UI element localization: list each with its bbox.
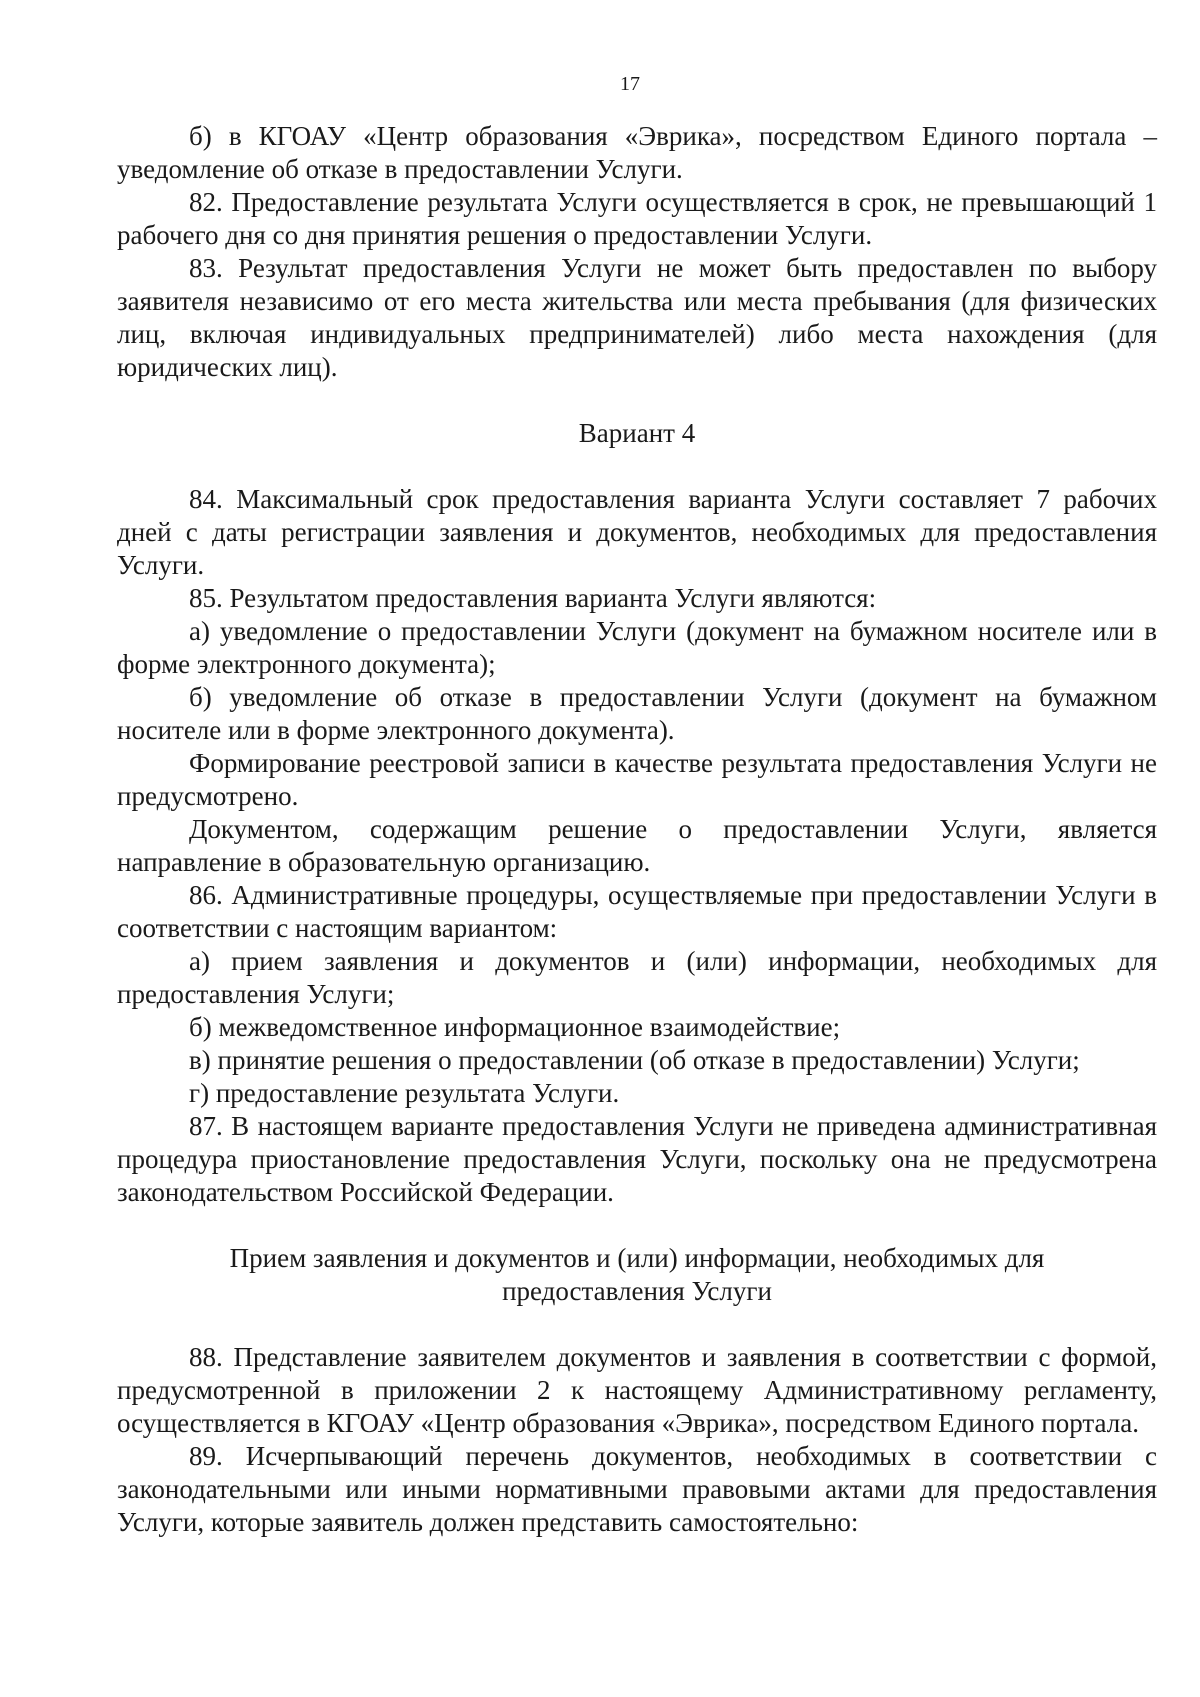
paragraph-86-a: а) прием заявления и документов и (или) информации, необходимых для предоставления Услуги; — [117, 946, 1157, 1009]
spacer — [117, 1308, 1157, 1341]
paragraph-86: 86. Административные процедуры, осуществляемые при предоставлении Услуги в соответствии с настоящим вариантом: — [117, 880, 1157, 943]
paragraph-83: 83. Результат предоставления Услуги не может быть предоставлен по выбору заявителя независимо от его места жительства или места пребывания (для физических лиц, включая индивидуальных предпринимателей) либо места нахождения (для юридических лиц). — [117, 253, 1157, 382]
page-number: 17 — [620, 73, 640, 95]
paragraph-88: 88. Представление заявителем документов и заявления в соответствии с формой, предусмотренной в приложении 2 к настоящему Административному регламенту, осуществляется в КГОАУ «Центр образования «Эврика», посредством Единого портала. — [117, 1342, 1157, 1438]
spacer — [117, 1209, 1157, 1242]
paragraph-84: 84. Максимальный срок предоставления варианта Услуги составляет 7 рабочих дней с даты регистрации заявления и документов, необходимых для предоставления Услуги. — [117, 484, 1157, 580]
paragraph-decision-document: Документом, содержащим решение о предоставлении Услуги, является направление в образовательную организацию. — [117, 814, 1157, 877]
heading-section-line-1: Прием заявления и документов и (или) информации, необходимых для — [229, 1243, 1045, 1273]
paragraph-85-b: б) уведомление об отказе в предоставлении Услуги (документ на бумажном носителе или в форме электронного документа). — [117, 682, 1157, 745]
document-body — [117, 120, 1157, 1539]
paragraph-82: 82. Предоставление результата Услуги осуществляется в срок, не превышающий 1 рабочего дня со дня принятия решения о предоставлении Услуги. — [117, 187, 1157, 250]
spacer — [117, 450, 1157, 483]
paragraph-86-v: в) принятие решения о предоставлении (об отказе в предоставлении) Услуги; — [189, 1045, 1080, 1075]
paragraph-registry-record: Формирование реестровой записи в качестве результата предоставления Услуги не предусмотрено. — [117, 748, 1157, 811]
paragraph-87: 87. В настоящем варианте предоставления Услуги не приведена административная процедура приостановление предоставления Услуги, поскольку она не предусмотрена законодательством Российской Федерации. — [117, 1111, 1157, 1207]
paragraph-86-b: б) межведомственное информационное взаимодействие; — [189, 1012, 841, 1042]
spacer — [117, 384, 1157, 417]
paragraph-b-eureka: б) в КГОАУ «Центр образования «Эврика», посредством Единого портала – уведомление об отказе в предоставлении Услуги. — [117, 121, 1157, 184]
paragraph-86-g: г) предоставление результата Услуги. — [189, 1078, 620, 1108]
paragraph-85-a: а) уведомление о предоставлении Услуги (документ на бумажном носителе или в форме электронного документа); — [117, 616, 1157, 679]
heading-section-line-2: предоставления Услуги — [502, 1276, 772, 1306]
heading-variant-4: Вариант 4 — [578, 418, 696, 448]
paragraph-85: 85. Результатом предоставления варианта Услуги являются: — [189, 583, 877, 613]
paragraph-89: 89. Исчерпывающий перечень документов, необходимых в соответствии с законодательными или иными нормативными правовыми актами для предоставления Услуги, которые заявитель должен представить самостоятельно: — [117, 1441, 1157, 1537]
